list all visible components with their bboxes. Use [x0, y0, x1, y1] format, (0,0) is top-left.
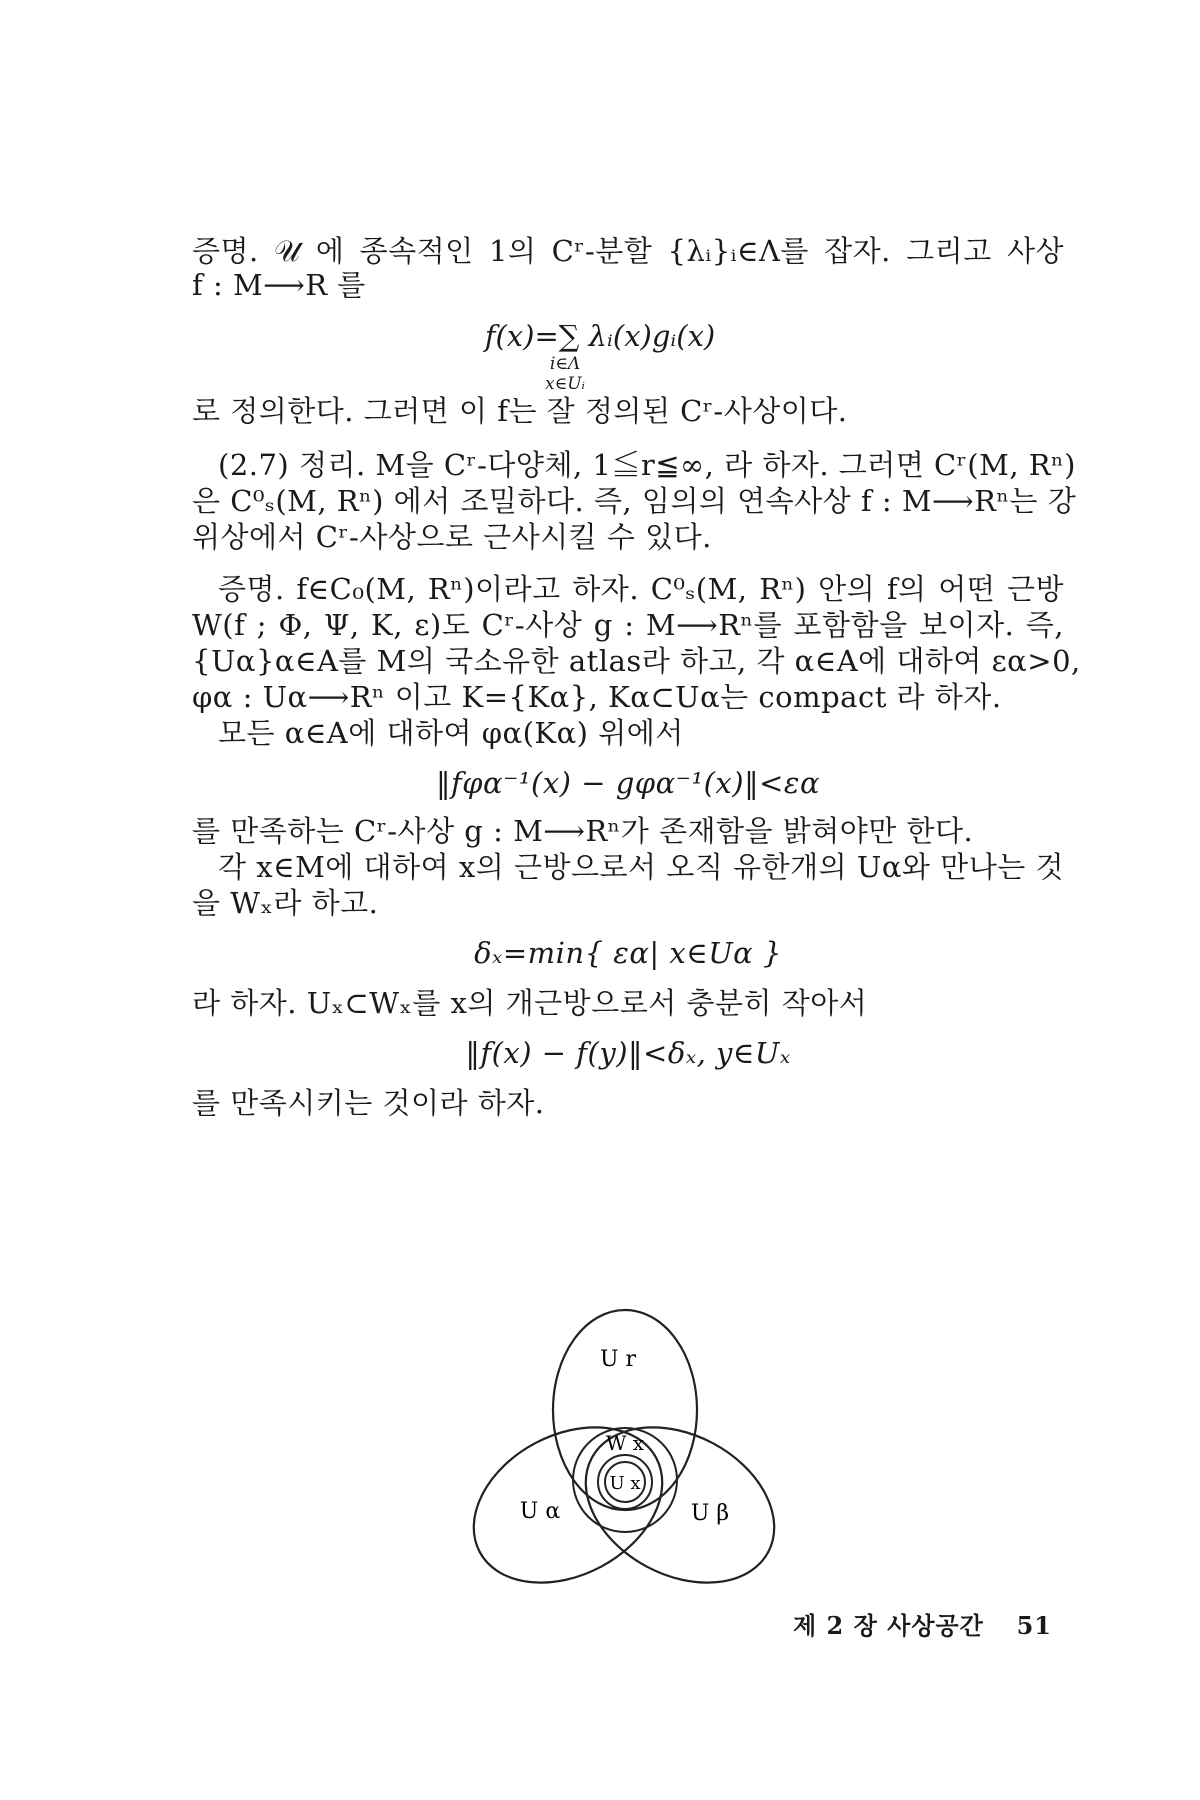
- equation-sum-index-1: i∈Λ: [549, 354, 581, 374]
- equation-sum-index-2: x∈Uᵢ: [545, 374, 585, 394]
- proof-line-1: 증명. 𝒰 에 종속적인 1의 Cʳ-분할 {λᵢ}ᵢ∈Λ를 잡자. 그리고 사상: [192, 234, 1064, 268]
- label-w-x: W x: [605, 1431, 645, 1455]
- proof2-line-8: 을 Wₓ라 하고.: [192, 886, 379, 920]
- equation-delta: δₓ=min{ εα| x∈Uα }: [474, 936, 782, 970]
- proof2-line-2: W(f ; Φ, Ψ, K, ε)도 Cʳ-사상 g : M⟶Rⁿ를 포함함을 보이자. 즉,: [192, 608, 1064, 642]
- proof2-line-6: 를 만족하는 Cʳ-사상 g : M⟶Rⁿ가 존재함을 밝혀야만 한다.: [192, 814, 974, 848]
- proof2-line-9: 라 하자. Uₓ⊂Wₓ를 x의 개근방으로서 충분히 작아서: [192, 986, 868, 1020]
- equation-norm-2: ‖f(x) − f(y)‖<δₓ, y∈Uₓ: [465, 1036, 791, 1070]
- equation-norm-1: ‖fφα⁻¹(x) − gφα⁻¹(x)‖<εα: [435, 766, 821, 800]
- label-u-x: U x: [609, 1473, 641, 1494]
- footer-chapter: 제 2 장 사상공간: [793, 1611, 984, 1640]
- proof2-line-3: {Uα}α∈A를 M의 국소유한 atlas라 하고, 각 α∈A에 대하여 εα>0,: [192, 644, 1081, 678]
- proof2-line-7: 각 x∈M에 대하여 x의 근방으로서 오직 유한개의 Uα와 만나는 것: [218, 850, 1064, 884]
- theorem-line-1: (2.7) 정리. M을 Cʳ-다양체, 1≦r≦∞, 라 하자. 그러면 Cʳ(M, Rⁿ): [218, 448, 1076, 482]
- proof2-line-1: 증명. f∈C₀(M, Rⁿ)이라고 하자. C⁰ₛ(M, Rⁿ) 안의 f의 어떤 근방: [218, 572, 1064, 606]
- proof-line-2: f : M⟶R 를: [192, 268, 366, 302]
- label-u-r: U r: [599, 1347, 637, 1372]
- page-footer: [793, 1606, 1052, 1641]
- proof2-line-10: 를 만족시키는 것이라 하자.: [192, 1086, 545, 1120]
- theorem-line-2: 은 C⁰ₛ(M, Rⁿ) 에서 조밀하다. 즉, 임의의 연속사상 f : M⟶Rⁿ는 강: [192, 484, 1077, 518]
- label-u-beta: U β: [690, 1501, 730, 1526]
- proof2-line-4: φα : Uα⟶Rⁿ 이고 K={Kα}, Kα⊂Uα는 compact 라 하자.: [192, 680, 1002, 714]
- venn-diagram: [470, 1300, 790, 1590]
- equation-sum-main: f(x)=∑ λᵢ(x)gᵢ(x): [484, 319, 716, 353]
- ellipse-u-alpha: [470, 1396, 689, 1590]
- label-u-alpha: U α: [519, 1499, 561, 1524]
- proof2-line-5: 모든 α∈A에 대하여 φα(Kα) 위에서: [218, 716, 684, 750]
- proof-line-3: 로 정의한다. 그러면 이 f는 잘 정의된 Cʳ-사상이다.: [192, 394, 848, 428]
- theorem-line-3: 위상에서 Cʳ-사상으로 근사시킬 수 있다.: [192, 520, 712, 554]
- footer-page-number: 51: [1016, 1611, 1052, 1640]
- equation-sum: [0, 318, 1200, 394]
